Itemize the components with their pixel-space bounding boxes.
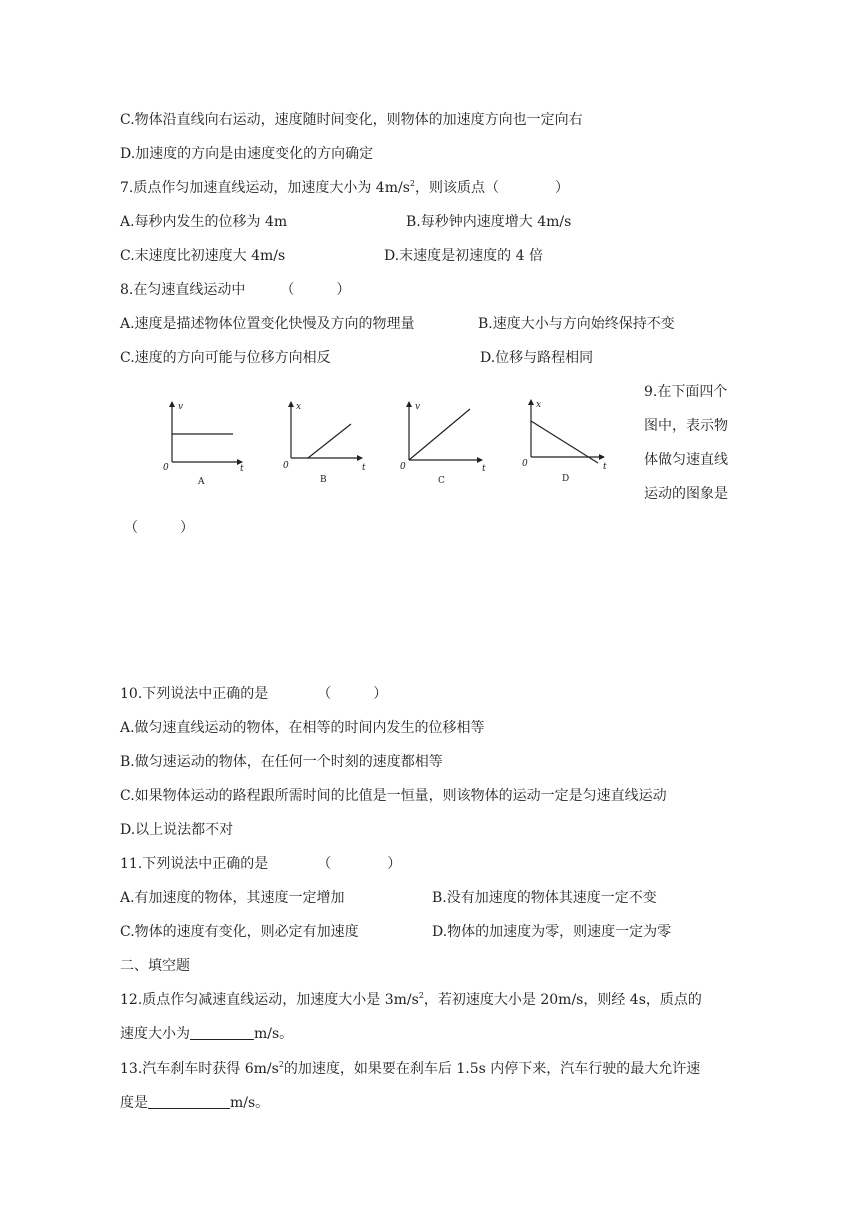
q6-option-c: C.物体沿直线向右运动，速度随时间变化，则物体的加速度方向也一定向右 [120,112,583,128]
q8-option-a: A.速度是描述物体位置变化快慢及方向的物理量 [120,316,415,332]
q10-option-a: A.做匀速直线运动的物体，在相等的时间内发生的位移相等 [120,720,485,736]
graph-b [291,402,362,458]
graph-d-x-label: t [603,462,607,472]
q10-option-c: C.如果物体运动的路程跟所需时间的比值是一恒量，则该物体的运动一定是匀速直线运动 [120,788,667,804]
q7-stem [120,179,569,197]
q13-line-2 [120,1094,269,1112]
q7-option-d: D.末速度是初速度的 4 倍 [384,248,543,264]
q7-stem-paren: ，则该质点（ ） [414,180,569,196]
q9-stem-line-2: 图中，表示物 [644,418,728,434]
graph-b-y-label: x [296,402,302,412]
graph-a-y-label: v [178,402,184,412]
q12-line-1-text: 12.质点作匀减速直线运动，加速度大小是 3m/s [120,992,419,1008]
graph-b-origin: 0 [283,461,289,471]
q12-line-1 [120,991,702,1009]
q10-option-b: B.做匀速运动的物体，在任何一个时刻的速度都相等 [120,754,443,770]
graph-c-x-label: t [482,464,486,474]
q9-stem-line-1: 9.在下面四个 [644,384,728,400]
graph-c-caption: C [438,476,445,486]
q12-line-1-rest: ，若初速度大小是 20m/s，则经 4s，质点的 [423,992,702,1008]
graph-b-x-label: t [362,463,366,473]
q9-stem-line-4: 运动的图象是 [644,486,728,502]
q12-answer-blank[interactable] [190,1025,254,1040]
q7-option-b: B.每秒钟内速度增大 4m/s [406,214,572,230]
graph-d-caption: D [562,474,570,484]
q11-option-d: D.物体的加速度为零，则速度一定为零 [432,924,672,940]
q13-unit: m/s。 [230,1095,270,1111]
q6-option-d: D.加速度的方向是由速度变化的方向确定 [120,146,374,162]
graph-d-y-label: x [536,400,542,410]
q11-option-c: C.物体的速度有变化，则必定有加速度 [120,924,359,940]
q13-superscript: 2 [278,1060,284,1069]
q13-line-1 [120,1060,700,1078]
graph-b-caption: B [320,475,327,485]
q13-line-1-rest: 的加速度，如果要在刹车后 1.5s 内停下来，汽车行驶的最大允许速 [283,1061,701,1077]
q11-option-a: A.有加速度的物体，其速度一定增加 [120,890,345,906]
q7-stem-text: 7.质点作匀加速直线运动，加速度大小为 4m/s [120,180,410,196]
q12-line-2 [120,1025,293,1043]
graph-c-y-label: v [415,402,421,412]
q9-answer-paren: （ ） [124,520,194,536]
graph-c-origin: 0 [400,462,406,472]
q10-option-d: D.以上说法都不对 [120,822,234,838]
q7-option-c: C.末速度比初速度大 4m/s [120,248,286,264]
q12-line-2-text: 速度大小为 [120,1026,190,1042]
q9-graphs-figure [150,396,620,490]
q8-stem: 8.在匀速直线运动中 （ ） [120,282,351,298]
q8-option-b: B.速度大小与方向始终保持不变 [478,316,675,332]
q8-option-d: D.位移与路程相同 [480,350,594,366]
q7-stem-superscript: 2 [409,179,415,188]
graph-d-origin: 0 [522,459,528,469]
q11-stem: 11.下列说法中正确的是 （ ） [120,856,402,872]
graph-a-x-label: t [240,464,244,474]
q10-stem: 10.下列说法中正确的是 （ ） [120,686,388,702]
q12-superscript: 2 [418,991,424,1000]
q11-option-b: B.没有加速度的物体其速度一定不变 [432,890,657,906]
q8-option-c: C.速度的方向可能与位移方向相反 [120,350,331,366]
q13-line-2-text: 度是 [120,1095,148,1111]
q13-line-1-text: 13.汽车刹车时获得 6m/s [120,1061,279,1077]
q9-stem-line-3: 体做匀速直线 [644,452,728,468]
graph-a-origin: 0 [163,463,169,473]
graph-b-line [308,424,351,458]
q13-answer-blank[interactable] [148,1094,230,1109]
q12-unit: m/s。 [254,1026,294,1042]
graph-d [531,400,604,463]
graph-a-caption: A [198,477,205,487]
graph-c-line [409,409,470,460]
section-title-fill-in: 二、填空题 [120,958,190,974]
q7-option-a: A.每秒内发生的位移为 4m [120,214,288,230]
